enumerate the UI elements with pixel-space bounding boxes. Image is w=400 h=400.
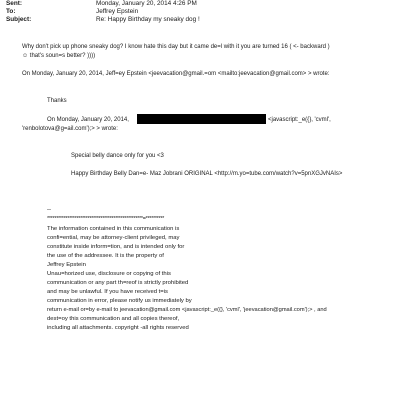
thanks-text: Thanks xyxy=(47,98,67,104)
disclaimer-line: Jeffrey Epstein xyxy=(47,262,86,268)
to-value: Jeffrey Epstein xyxy=(96,8,139,15)
sent-value: Monday, January 20, 2014 4:26 PM xyxy=(96,0,197,7)
body-line-1: Why don't pick up phone sneaky dog? I know hate this day but it came de=l with it you are turned 16 ( <- backward ) xyxy=(22,44,330,50)
subject-label: Subject: xyxy=(6,16,32,23)
birthday-line: Happy Birthday Belly Dan=e- Maz Jobrani ORIGINAL <http://m.yo=tube.com/watch?v=5pnXGJvNAIs> xyxy=(71,171,343,177)
sent-label: Sent: xyxy=(6,0,22,7)
quote-header-1-tail: <javascript:_e({}, 'cvml', xyxy=(268,117,331,123)
disclaimer-line: Unau=horized use, disclosure or copying of this xyxy=(47,271,171,277)
quote-header-2: 'renbolotova@g=ail.com');> > wrote: xyxy=(22,126,118,132)
disclaimer-line: the use of the addressee. It is the property of xyxy=(47,253,164,259)
disclaimer-line: return e-mail or=by e-mail to jeevacation@gmail.com <javascript:_e({}, 'cvml', 'jeevacation@gmail.com');> , and xyxy=(47,307,327,313)
disclaimer-line: confi=ential, may be attorney-client privileged, may xyxy=(47,235,180,241)
disclaimer-line: dest=oy this communication and all copies thereof, xyxy=(47,316,180,322)
to-label: To: xyxy=(6,8,16,15)
disclaimer-line: The information contained in this communication is xyxy=(47,226,180,232)
reply-header: On Monday, January 20, 2014, Jeff=ey Epstein <jeevacation@gmail.=om <mailto:jeevacation@gmail.com> > wrote: xyxy=(22,71,330,77)
special-line: Special belly dance only for you <3 xyxy=(71,153,164,159)
disclaimer-line: communication in error, please notify us immediately by xyxy=(47,298,192,304)
disclaimer-line: constitute inside inform=tion, and is intended only for xyxy=(47,244,185,250)
redaction-box xyxy=(137,114,266,124)
disclaimer-line: and may be unlawful. If you have received t=is xyxy=(47,289,168,295)
disclaimer-line: communication or any part th=reof is strictly prohibited xyxy=(47,280,189,286)
body-line-2: ☺ that's soun=s better? )))) xyxy=(22,53,96,59)
subject-value: Re: Happy Birthday my sneaky dog ! xyxy=(96,16,200,23)
disclaimer-line: including all attachments. copyright -all rights reserved xyxy=(47,325,189,331)
signature-stars: ****************************************************=********** xyxy=(47,216,165,222)
quote-header-1: On Monday, January 20, 2014, xyxy=(47,117,129,123)
signature-dashes: -- xyxy=(47,207,51,213)
